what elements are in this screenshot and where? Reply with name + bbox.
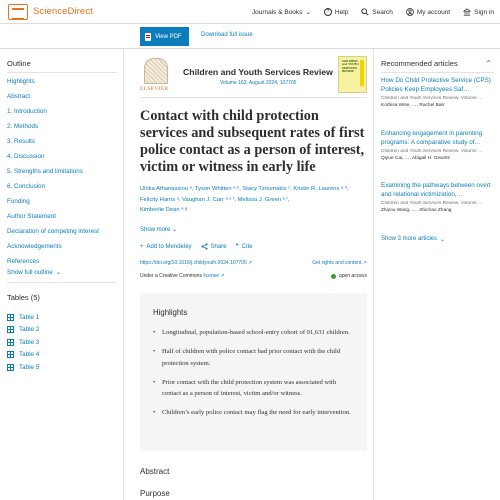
outline-item-introduction[interactable]: 1. Introduction [7, 108, 47, 115]
open-access-icon [331, 274, 336, 279]
view-pdf-button[interactable] [140, 27, 189, 46]
license-prefix: Under a Creative Commons [140, 273, 202, 279]
nav-journals-books[interactable] [252, 8, 311, 16]
show-more-label: Show more [140, 227, 171, 233]
author-line[interactable]: Felicity Harris ᵃ, Vaughan J. Carr ᵃ ᵉ ᶠ, Melissa J. Green ᵃ ᶠ, [140, 196, 290, 203]
show-more-button[interactable] [140, 226, 177, 233]
nav-search[interactable] [361, 8, 393, 16]
show-more-articles-button[interactable] [381, 236, 445, 243]
nav-sign-in-label: Sign in [474, 8, 494, 16]
outline-item-declaration[interactable]: Declaration of competing interest [7, 228, 100, 235]
journal-cover-thumbnail[interactable] [338, 56, 367, 93]
highlight-item: • Prior contact with the child protection system was associated with contact as a person of interest, victim and/or witness. [153, 377, 355, 400]
table-link-label: Table 4 [19, 351, 40, 359]
abstract-heading: Abstract [140, 467, 170, 476]
article-title: Contact with child protection services and subsequent rates of first police contact as a person of interest, victim or witness in early life [140, 108, 365, 175]
top-navigation-bar [0, 0, 500, 24]
highlight-item: • Children’s early police contact may flag the need for early intervention. [153, 407, 355, 418]
recommended-article [381, 181, 496, 213]
open-access-badge [331, 273, 367, 279]
table-link-1[interactable] [7, 311, 39, 324]
share-label: Share [210, 243, 227, 250]
article-actions [140, 243, 252, 250]
outline-item-references[interactable]: References [7, 258, 40, 265]
top-nav [252, 0, 494, 24]
outline-item-acknowledgements[interactable]: Acknowledgements [7, 243, 62, 250]
author-list [140, 184, 370, 216]
outline-item-funding[interactable]: Funding [7, 198, 30, 205]
recommended-article-title[interactable]: Enhancing engagement in parenting programs: A comparative study of… [381, 130, 483, 146]
chevron-down-icon: ⌄ [172, 227, 178, 233]
divider [7, 282, 117, 283]
tables-heading: Tables (5) [7, 293, 40, 302]
search-icon [361, 8, 369, 16]
share-button[interactable] [201, 243, 227, 250]
table-link-3[interactable] [7, 336, 39, 349]
journal-header [140, 56, 367, 98]
recommended-article [381, 76, 496, 108]
recommended-article-journal: Children and Youth Services Review, Volume … [381, 149, 483, 154]
journal-name-link[interactable]: Children and Youth Services Review [183, 67, 333, 77]
recommended-heading: Recommended articles [381, 59, 458, 68]
nav-help[interactable] [324, 8, 348, 16]
highlight-item: • Longitudinal, population-based school-entry cohort of 91,631 children. [153, 327, 355, 338]
recommended-article-authors: Korbisa Wise, …, Rachel Barr [381, 103, 445, 108]
sciencedirect-logo-icon [8, 4, 28, 20]
outline-item-abstract[interactable]: Abstract [7, 93, 31, 100]
view-pdf-label: View PDF [155, 33, 182, 40]
recommended-article [381, 129, 496, 161]
quote-icon: ❞ [235, 244, 239, 250]
doi-link[interactable] [140, 260, 252, 266]
divider [381, 72, 494, 73]
outline-heading: Outline [7, 59, 31, 68]
author-line[interactable]: Kimberlie Dean ᵃ ᵍ [140, 207, 188, 213]
external-link-icon: ↗ [220, 273, 225, 279]
nav-sign-in[interactable] [463, 8, 494, 16]
cover-stripe [360, 60, 364, 86]
open-access-label: open access [338, 273, 367, 279]
table-link-label: Table 1 [19, 313, 40, 321]
nav-my-account[interactable] [406, 8, 450, 16]
get-rights-link[interactable] [312, 260, 367, 266]
elsevier-wordmark: ELSEVIER [140, 86, 169, 92]
highlight-item: • Half of children with police contact had prior contact with the child protection system. [153, 346, 355, 369]
institution-icon [463, 8, 471, 16]
nav-journals-books-label: Journals & Books [251, 8, 303, 16]
outline-item-conclusion[interactable]: 6. Conclusion [7, 183, 46, 190]
nav-search-label: Search [372, 8, 393, 16]
sciencedirect-logo[interactable] [8, 4, 93, 20]
elsevier-tree-icon [144, 58, 168, 84]
tables-list [7, 311, 39, 374]
show-full-outline-button[interactable] [7, 269, 61, 276]
outline-item-methods[interactable]: 2. Methods [7, 123, 39, 130]
doi-row [140, 260, 367, 266]
table-link-label: Table 5 [19, 363, 40, 371]
cite-button[interactable] [236, 243, 253, 250]
license-link-label: license [203, 273, 219, 279]
doi-link-label: https://doi.org/10.1016/j.childyouth.2024.107705 [140, 260, 247, 266]
nav-my-account-label: My account [416, 8, 451, 16]
table-icon [7, 364, 14, 371]
highlights-heading: Highlights [153, 308, 188, 317]
external-link-icon: ↗ [362, 260, 367, 266]
share-icon [201, 243, 208, 250]
elsevier-logo[interactable] [140, 56, 172, 94]
table-link-4[interactable] [7, 349, 39, 362]
nav-help-label: Help [334, 8, 349, 16]
left-sidebar [0, 49, 124, 500]
recommended-article-title[interactable]: How Do Child Protective Service (CPS) Policies Keep Employees Saf… [381, 77, 491, 93]
download-full-issue-link[interactable]: Download full issue [201, 32, 253, 38]
table-link-label: Table 2 [19, 326, 40, 334]
chevron-down-icon: ⌄ [305, 9, 311, 16]
external-link-icon: ↗ [248, 260, 253, 266]
user-icon [406, 8, 414, 16]
table-link-label: Table 3 [19, 338, 40, 346]
outline-item-discussion[interactable]: 4. Discussion [7, 153, 45, 160]
recommended-article-title[interactable]: Examining the pathways between overt and relational victimization,… [381, 182, 491, 198]
divider [7, 72, 117, 73]
table-icon [7, 314, 14, 321]
journal-volume-link[interactable]: Volume 163, August 2024, 107705 [220, 80, 297, 86]
table-icon [7, 351, 14, 358]
license-link[interactable] [203, 273, 224, 279]
recommended-article-journal: Children and Youth Services Review, Volume … [381, 201, 483, 206]
license-row [140, 273, 367, 279]
show-full-outline-label: Show full outline [7, 269, 53, 276]
add-to-mendeley-label: Add to Mendeley [146, 243, 192, 250]
recommended-article-authors: Qiyue Cai, …, Abigail H. Gewirtz [381, 156, 451, 161]
table-link-5[interactable] [7, 361, 39, 374]
outline-item-author-statement[interactable]: Author Statement [7, 213, 57, 220]
author-line[interactable]: Ulrika Athanassiou ᵃ, Tyson Whitten ᵃ ᵇ, Stacy Tzoumakis ᶜ, Kristin R. Laurens ᵃ ᵈ, [140, 186, 349, 192]
table-icon [7, 339, 14, 346]
outline-item-strengths-limitations[interactable]: 5. Strengths and limitations [7, 168, 83, 175]
cover-title: CHILDREN and YOUTH SERVICES REVIEW [342, 59, 359, 74]
recommended-article-journal: Children and Youth Services Review, Volume … [381, 96, 483, 101]
article-toolbar [0, 24, 500, 49]
help-icon: ? [324, 8, 332, 16]
right-sidebar [373, 49, 500, 500]
highlights-list [153, 327, 355, 419]
recommended-article-authors: Zhiyou Wang, …, Shichao Zhang [381, 208, 452, 213]
chevron-down-icon: ⌄ [55, 269, 62, 276]
plus-icon: + [140, 243, 144, 250]
get-rights-label: Get rights and content [312, 260, 362, 266]
highlights-box [140, 293, 367, 451]
table-icon [7, 326, 14, 333]
outline-list [7, 78, 99, 273]
chevron-down-icon: ⌄ [440, 237, 446, 243]
add-to-mendeley-button[interactable] [140, 243, 192, 250]
purpose-heading: Purpose [140, 489, 170, 498]
pdf-icon [145, 33, 151, 41]
show-more-articles-label: Show 3 more articles [381, 236, 438, 242]
table-link-2[interactable] [7, 324, 39, 337]
chevron-up-icon[interactable]: ⌃ [485, 59, 492, 68]
cite-label: Cite [241, 243, 253, 250]
outline-item-results[interactable]: 3. Results [7, 138, 35, 145]
logo-text: ScienceDirect [33, 6, 93, 17]
outline-item-highlights[interactable]: Highlights [7, 78, 35, 85]
